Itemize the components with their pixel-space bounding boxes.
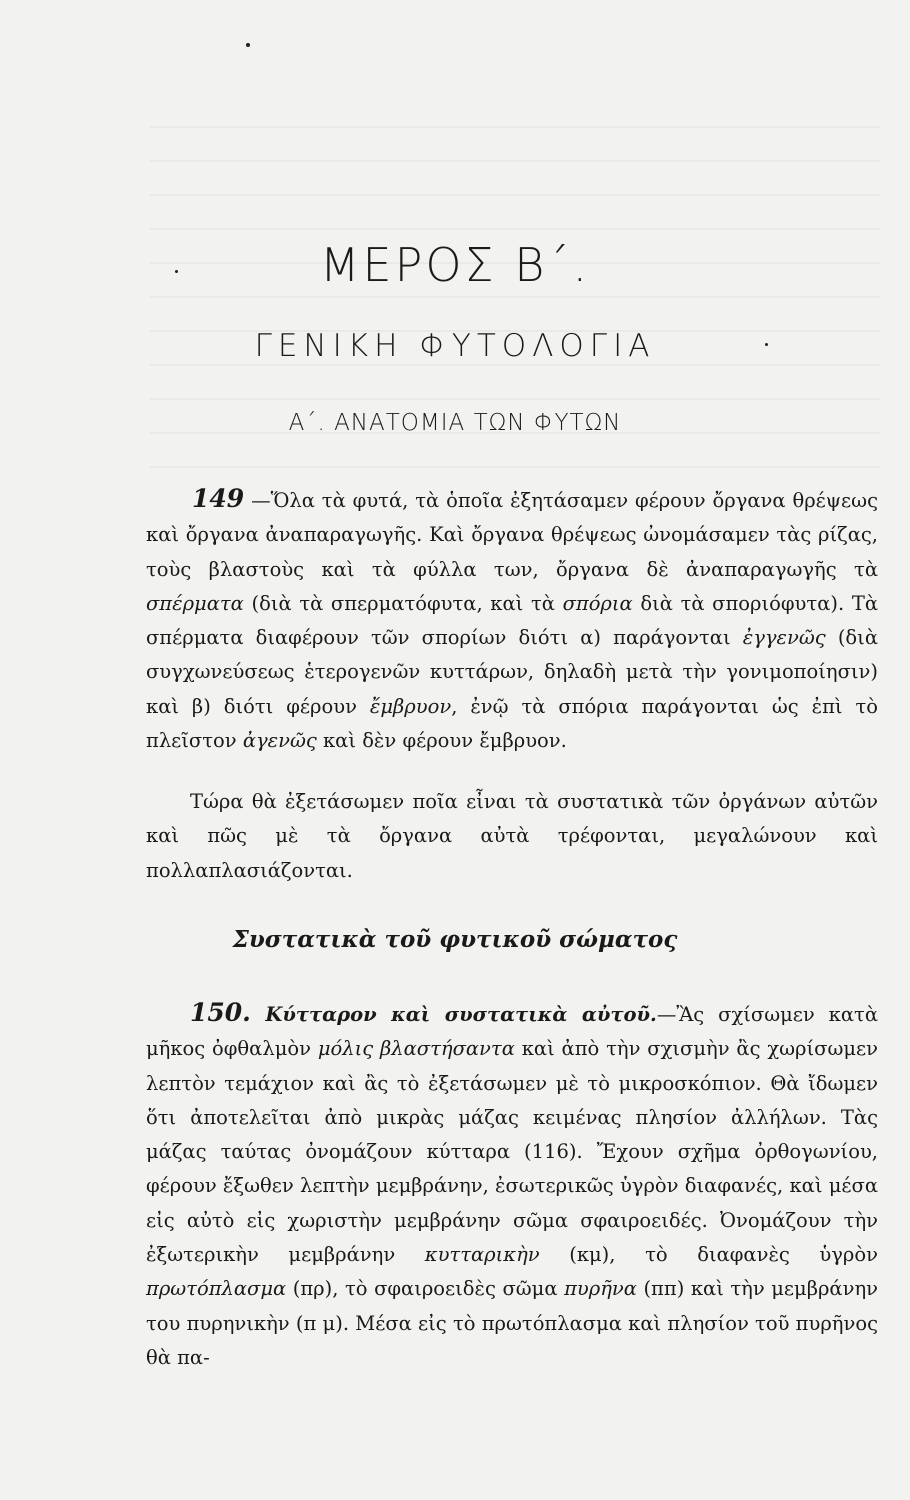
paragraph-149 — [146, 482, 878, 758]
italic-term: μόλις βλαστήσαντα — [317, 1037, 515, 1061]
text-run: καὶ ἀπὸ τὴν σχισμὴν ἂς χωρίσωμεν λεπτὸν τεμάχιον καὶ ἂς τὸ ἐξετάσωμεν μὲ τὸ μικροσκόπιον. Θὰ ἴδωμεν ὅτι ἀποτελεῖται ἀπὸ μικρὰς μάζας κειμένας πλησίον ἀλλήλων. Τὰς μάζας ταύτας ὀνομάζουν κύτταρα (116). Ἔχουν σχῆμα ὀρθογωνίου, φέρουν ἔξωθεν λεπτὴν μεμβράνην, ἐσωτερικῶς ὑγρὸν διαφανές, καὶ μέσα εἰς αὐτὸ εἰς χωριστὴν μεμβράνην σῶμα σφαιροειδές. Ὀνομάζουν τὴν ἐξωτερικὴν μεμβράνην — [146, 1037, 879, 1267]
paragraph-150 — [146, 996, 878, 1375]
italic-term: σπέρματα — [146, 591, 244, 615]
text-run: (διὰ συγχωνεύσεως ἑτερογενῶν κυττάρων, δηλαδὴ μετὰ τὴν γονιμοποίησιν) καὶ β) διότι φέρουν — [146, 626, 878, 718]
section-title: ΓΕΝΙΚΗ ΦΥΤΟΛΟΓΙΑ — [254, 328, 656, 364]
text-run: (κμ), τὸ διαφανὲς ὑγρὸν — [539, 1243, 878, 1267]
text-run: , ἐνῷ τὰ σπόρια παράγονται ὡς ἐπὶ τὸ πλεῖστον — [146, 694, 878, 753]
paragraph-number: 150. — [190, 998, 251, 1027]
text-run: —Ἂς σχίσωμεν κατὰ μῆκος ὀφθαλμὸν — [146, 1003, 878, 1061]
italic-term: σπόρια — [562, 591, 633, 615]
text-run: (διὰ τὰ σπερματόφυτα, καὶ τὰ — [243, 591, 563, 615]
italic-term: κυτταρικὴν — [424, 1243, 540, 1267]
italic-term: πυρῆνα — [564, 1277, 637, 1301]
text-run: (πρ), τὸ σφαιροειδὲς σῶμα — [286, 1277, 565, 1301]
paragraph-number: 149 — [192, 484, 245, 513]
paragraph-now: Τώρα θὰ ἐξετάσωμεν ποῖα εἶναι τὰ συστατικὰ τῶν ὀργάνων αὐτῶν καὶ πῶς μὲ τὰ ὄργανα αὐτὰ τρέφονται, μεγαλώνουν καὶ πολλαπλασιάζονται. — [146, 790, 878, 882]
paragraph-bold-title: Κύτταρον καὶ συστατικὰ αὐτοῦ. — [250, 1003, 657, 1026]
italic-term: ἔμβρυον — [369, 694, 452, 718]
italic-term: πρωτόπλασμα — [146, 1277, 287, 1301]
part-title: ΜΕΡΟΣ Β΄. — [319, 238, 591, 292]
ink-speck — [246, 43, 250, 47]
italic-term: ἐγγενῶς — [742, 626, 826, 650]
text-run: —Ὅλα τὰ φυτά, τὰ ὁποῖα ἐξητάσαμεν φέρουν ὄργανα θρέψεως καὶ ὄργανα ἀναπαραγωγῆς. Καὶ ὄργανα θρέψεως ὠνομάσαμεν τὰς ρίζας, τοὺς βλαστοὺς καὶ τὰ φύλλα των, ὄργανα δὲ ἀναπαραγωγῆς τὰ — [146, 489, 878, 581]
text-run: καὶ δὲν φέρουν ἔμβρυον. — [316, 729, 567, 753]
subsection-heading: Συστατικὰ τοῦ φυτικοῦ σώματος — [232, 926, 678, 953]
text-run: (ππ) καὶ τὴν μεμβράνην του πυρηνικὴν (π μ). Μέσα εἰς τὸ πρωτόπλασμα καὶ πλησίον τοῦ πυρῆνος θὰ πα- — [146, 1277, 878, 1369]
italic-term: ἀγενῶς — [242, 729, 317, 753]
chapter-title: Α΄. ΑΝΑΤΟΜΙΑ ΤΩΝ ΦΥΤΩΝ — [288, 410, 622, 436]
text-run: διὰ τὰ σποριόφυτα). Τὰ σπέρματα διαφέρουν τῶν σπορίων διότι α) παράγονται — [146, 591, 878, 650]
